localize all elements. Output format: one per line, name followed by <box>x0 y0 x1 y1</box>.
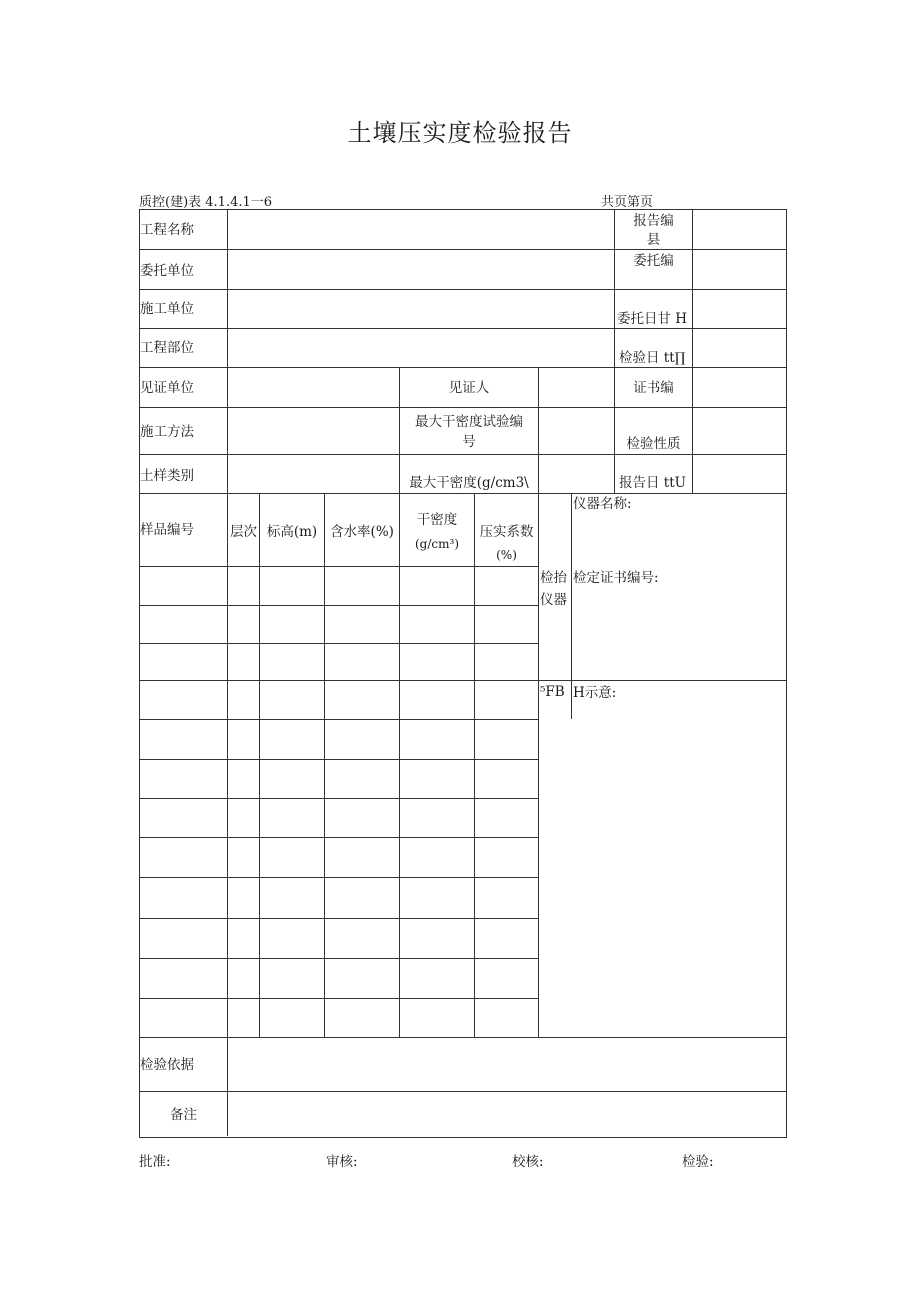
row-line <box>139 454 786 455</box>
col-line <box>227 209 228 493</box>
row-line <box>139 837 539 838</box>
label-soil-type: 土样类别 <box>140 468 194 484</box>
row-line <box>139 1091 786 1092</box>
row-line <box>139 407 786 408</box>
col-line <box>227 493 228 1037</box>
page-count: 共页第页 <box>601 195 654 210</box>
row-line <box>538 680 786 681</box>
col-layer: 层次 <box>230 524 257 540</box>
label-witness-unit: 见证单位 <box>140 380 194 396</box>
col-line <box>538 367 539 493</box>
instrument-name: 仪器名称: <box>573 496 632 512</box>
col-dry-density-unit: (g/cm³) <box>415 537 459 551</box>
col-moisture: 含水率(%) <box>330 524 394 540</box>
row-line <box>139 680 539 681</box>
row-line <box>139 605 539 606</box>
row-line <box>139 643 539 644</box>
row-line <box>139 1037 786 1038</box>
col-line <box>399 493 400 1037</box>
col-sample-no: 样品编号 <box>140 522 194 538</box>
label-construction-unit: 施工单位 <box>140 301 194 317</box>
col-line <box>227 1037 228 1136</box>
sign-inspect: 检验: <box>682 1154 714 1170</box>
col-elevation: 标高(m) <box>266 524 318 540</box>
row-line <box>139 367 786 368</box>
report-title: 土壤压实度检验报告 <box>347 119 573 147</box>
row-line <box>139 328 786 329</box>
calibration-cert: 检定证书编号: <box>573 570 659 586</box>
sign-approve: 批准: <box>139 1154 171 1170</box>
label-basis: 检验依据 <box>140 1057 194 1073</box>
label-remarks: 备注 <box>170 1107 197 1123</box>
col-compaction: 压实系数 <box>479 524 534 540</box>
label-client-date: 委托日甘 H <box>617 311 688 327</box>
row-line <box>139 918 539 919</box>
col-line <box>571 493 572 719</box>
label-max-dry-density: 最大干密度(g/cm3\ <box>409 475 529 491</box>
label-test-date: 检验日 tt∏ <box>619 350 686 366</box>
sign-review: 审核: <box>326 1154 358 1170</box>
label-certificate-no: 证书编 <box>633 380 674 396</box>
row-line <box>139 759 539 760</box>
label-max-density-test-no: 最大干密度试验编 <box>415 414 523 430</box>
label-project-name: 工程名称 <box>140 222 194 238</box>
label-project-part: 工程部位 <box>140 340 194 356</box>
label-instrument-2: 仪器 <box>540 592 567 608</box>
label-witness: 见证人 <box>448 380 490 396</box>
row-line <box>139 998 539 999</box>
label-sketch: ⁵FB <box>540 684 565 700</box>
label-client-unit: 委托单位 <box>140 263 194 279</box>
label-report-no-2: 县 <box>646 232 661 248</box>
col-line <box>474 493 475 1037</box>
row-line <box>139 798 539 799</box>
col-line <box>538 493 539 1037</box>
label-instrument: 检抬 <box>540 570 567 586</box>
label-test-nature: 检验性质 <box>626 436 681 452</box>
label-report-date: 报告日 ttU <box>619 475 687 491</box>
col-compaction-unit: (%) <box>496 548 517 562</box>
row-line <box>139 958 539 959</box>
row-line <box>139 289 786 290</box>
row-line <box>139 877 539 878</box>
col-line <box>259 493 260 1037</box>
form-code: 质控(建)表 4.1.4.1一6 <box>139 195 273 210</box>
row-line <box>139 719 539 720</box>
label-client-no: 委托编 <box>633 253 674 269</box>
row-line <box>139 566 539 567</box>
row-line <box>139 493 786 494</box>
label-report-no: 报告编 <box>633 213 674 229</box>
sketch: H示意: <box>573 685 617 701</box>
col-dry-density: 干密度 <box>416 512 458 528</box>
sign-check: 校核: <box>512 1154 544 1170</box>
label-max-density-test-no-2: 号 <box>462 434 476 450</box>
col-line <box>324 493 325 1037</box>
col-line <box>692 209 693 493</box>
label-construction-method: 施工方法 <box>140 424 194 440</box>
